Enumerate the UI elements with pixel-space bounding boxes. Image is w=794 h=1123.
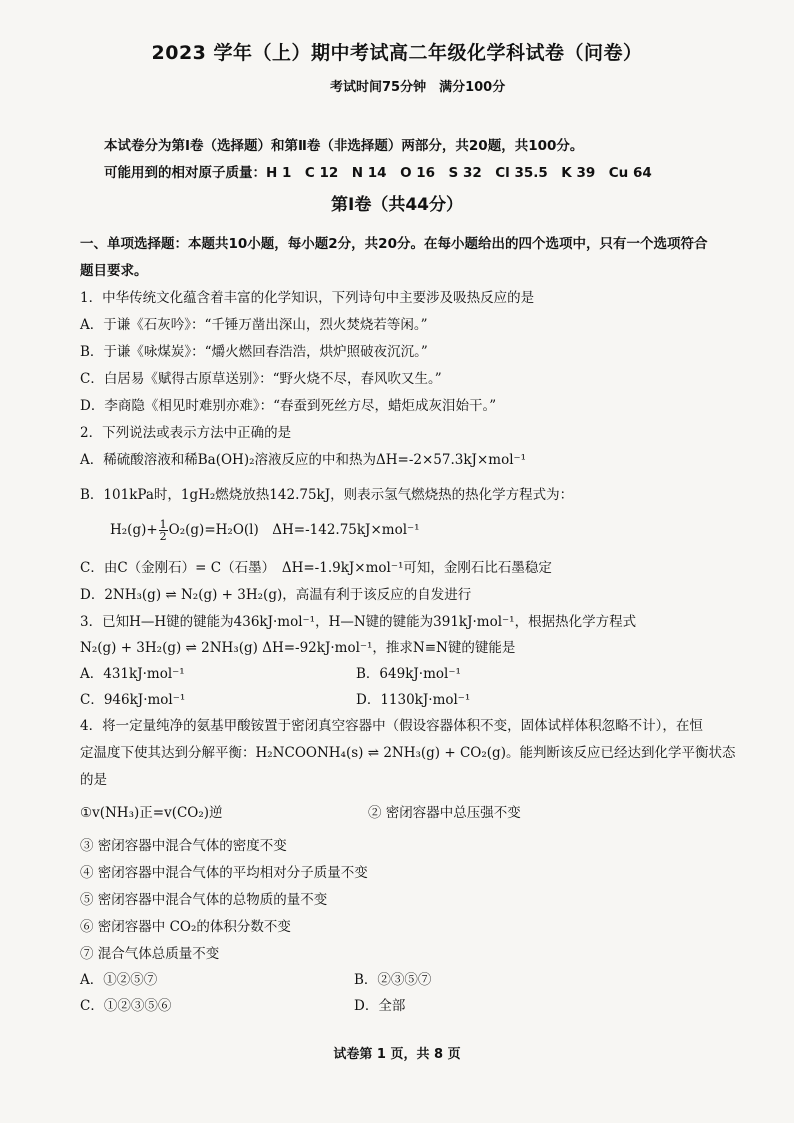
q3-option-a: A．431kJ·mol⁻¹ <box>80 666 185 682</box>
q1-option-a: A．于谦《石灰吟》：“千锤万凿出深山，烈火焚烧若等闲。” <box>80 317 428 333</box>
intro-line-2: 可能用到的相对原子质量：H 1 C 12 N 14 O 16 S 32 Cl 35.5 K 39 Cu 64 <box>104 165 652 181</box>
q4-statement-1: ①v(NH₃)正=v(CO₂)逆 <box>80 805 223 821</box>
q4-statement-6: ⑥ 密闭容器中 CO₂的体积分数不变 <box>80 919 291 935</box>
q1-option-d: D．李商隐《相见时难别亦难》：“春蚕到死丝方尽，蜡炬成灰泪始干。” <box>80 398 497 414</box>
q2-eq-right: O₂(g)=H₂O(l) ΔH=-142.75kJ×mol⁻¹ <box>168 522 420 538</box>
q2-option-c: C．由C（金刚石）= C（石墨） ΔH=-1.9kJ×mol⁻¹可知，金刚石比石墨稳定 <box>80 560 552 576</box>
q4-option-a: A．①②⑤⑦ <box>80 972 158 988</box>
q4-statement-5: ⑤ 密闭容器中混合气体的总物质的量不变 <box>80 892 328 908</box>
q1-option-c: C．白居易《赋得古原草送别》：“野火烧不尽，春风吹又生。” <box>80 371 442 387</box>
q4-statement-3: ③ 密闭容器中混合气体的密度不变 <box>80 838 287 854</box>
q4-stem-1: 4．将一定量纯净的氨基甲酸铵置于密闭真空容器中（假设容器体积不变，固体试样体积忽略不计），在恒 <box>80 718 703 734</box>
q2-eq-left: H₂(g)+ <box>110 522 158 538</box>
q4-statement-4: ④ 密闭容器中混合气体的平均相对分子质量不变 <box>80 865 368 881</box>
q4-stem-3: 的是 <box>80 772 107 788</box>
exam-subtitle: 考试时间75分钟 满分100分 <box>330 80 506 95</box>
q2-option-a: A．稀硫酸溶液和稀Ba(OH)₂溶液反应的中和热为ΔH=-2×57.3kJ×mol⁻¹ <box>80 452 527 468</box>
fraction-denominator: 2 <box>159 530 167 543</box>
q2-option-d: D．2NH₃(g) ⇌ N₂(g) + 3H₂(g)，高温有利于该反应的自发进行 <box>80 587 472 603</box>
q4-stem-2: 定温度下使其达到分解平衡：H₂NCOONH₄(s) ⇌ 2NH₃(g) + CO₂(g)。能判断该反应已经达到化学平衡状态 <box>80 745 736 761</box>
q2-eq-fraction <box>159 519 168 542</box>
q4-option-b: B．②③⑤⑦ <box>354 972 432 988</box>
q4-statement-2: ② 密闭容器中总压强不变 <box>368 805 521 821</box>
q3-stem-2: N₂(g) + 3H₂(g) ⇌ 2NH₃(g) ΔH=-92kJ·mol⁻¹，推求N≡N键的键能是 <box>80 640 516 656</box>
page-footer: 试卷第 1 页，共 8 页 <box>333 1047 461 1062</box>
q3-stem-1: 3．已知H—H键的键能为436kJ·mol⁻¹，H—N键的键能为391kJ·mol⁻¹，根据热化学方程式 <box>80 614 637 630</box>
q1-stem: 1．中华传统文化蕴含着丰富的化学知识，下列诗句中主要涉及吸热反应的是 <box>80 290 535 306</box>
intro-line-1: 本试卷分为第Ⅰ卷（选择题）和第Ⅱ卷（非选择题）两部分，共20题，共100分。 <box>104 138 584 154</box>
exam-title: 2023 学年（上）期中考试高二年级化学科试卷（问卷） <box>151 42 643 64</box>
section-instructions-1: 一、单项选择题：本题共10小题，每小题2分，共20分。在每小题给出的四个选项中，只有一个选项符合 <box>80 236 708 252</box>
section-title: 第Ⅰ卷（共44分） <box>331 195 463 215</box>
q2-equation <box>110 518 420 542</box>
q2-option-b: B．101kPa时，1gH₂燃烧放热142.75kJ，则表示氢气燃烧热的热化学方程式为： <box>80 487 574 503</box>
q4-option-c: C．①②③⑤⑥ <box>80 998 172 1014</box>
section-instructions-2: 题目要求。 <box>80 263 148 279</box>
q3-option-c: C．946kJ·mol⁻¹ <box>80 692 186 708</box>
fraction-numerator: 1 <box>159 518 167 531</box>
q1-option-b: B．于谦《咏煤炭》：“爝火燃回春浩浩，烘炉照破夜沉沉。” <box>80 344 428 360</box>
q3-option-b: B．649kJ·mol⁻¹ <box>356 666 461 682</box>
q2-stem: 2．下列说法或表示方法中正确的是 <box>80 425 292 441</box>
q4-option-d: D．全部 <box>354 998 406 1014</box>
q3-option-d: D．1130kJ·mol⁻¹ <box>356 692 471 708</box>
q4-statement-7: ⑦ 混合气体总质量不变 <box>80 946 220 962</box>
